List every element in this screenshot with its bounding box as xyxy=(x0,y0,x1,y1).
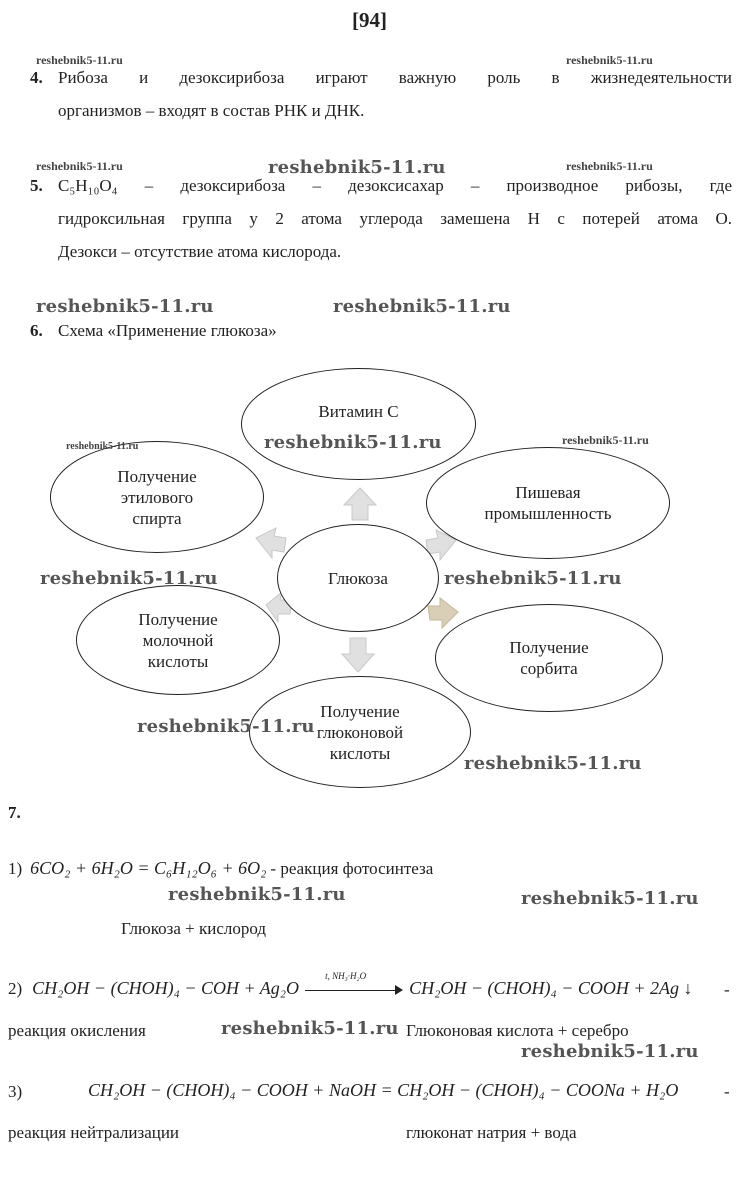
text-line: гидроксильная группа у 2 атома углерода замешена Н с потерей атома О. xyxy=(58,209,732,228)
watermark: reshebnik5-11.ru xyxy=(137,716,315,737)
watermark: reshebnik5-11.ru xyxy=(40,568,218,589)
item-7-number: 7. xyxy=(8,803,21,822)
reaction-condition: t, NH₃·H₂O xyxy=(325,971,367,982)
node-ethyl-alcohol: Получение этилового спирта xyxy=(50,441,264,553)
watermark: reshebnik5-11.ru xyxy=(36,53,123,67)
watermark: reshebnik5-11.ru xyxy=(168,884,346,905)
watermark: reshebnik5-11.ru xyxy=(221,1018,399,1039)
watermark: reshebnik5-11.ru xyxy=(66,441,139,452)
watermark: reshebnik5-11.ru xyxy=(444,568,622,589)
watermark: reshebnik5-11.ru xyxy=(521,1041,699,1062)
watermark: reshebnik5-11.ru xyxy=(36,159,123,173)
text-line: Схема «Применение глюкоза» xyxy=(58,321,277,340)
equation-left: CH₂OH − (CHOH)₄ − COH + Ag₂O xyxy=(32,978,300,998)
arrow-down-icon xyxy=(342,638,374,672)
item-number: 6. xyxy=(30,321,43,340)
arrow-right-icon xyxy=(428,598,458,628)
equation-right: CH₂OH − (CHOH)₄ − COOH + 2Ag ↓ xyxy=(409,978,693,998)
text-line: C₅H₁₀O₄ – дезоксирибоза – дезоксисахар – производное рибозы, где xyxy=(58,176,732,195)
line-dash: - xyxy=(724,1082,730,1101)
equation-1: 1) 6CO₂ + 6H₂O = C₆H₁₂O₆ + 6O₂ - реакция фотосинтеза xyxy=(8,858,434,878)
reaction-products: глюконат натрия + вода xyxy=(406,1123,577,1142)
node-sorbitol: Получение сорбита xyxy=(435,604,663,712)
arrow-up-icon xyxy=(344,488,376,520)
item-number: 5. xyxy=(30,176,43,195)
equation-formula: 6CO₂ + 6H₂O = C₆H₁₂O₆ + 6O₂ xyxy=(30,858,267,878)
watermark: reshebnik5-11.ru xyxy=(36,296,214,317)
reaction-label: реакция окисления xyxy=(8,1021,146,1040)
page-number: [94] xyxy=(352,8,387,32)
reaction-arrow xyxy=(305,971,403,997)
node-vitamin-c: Витамин С xyxy=(241,368,476,480)
node-gluconic-acid: Получение глюконовой кислоты xyxy=(249,676,471,788)
line-dash: - xyxy=(724,980,730,999)
node-glucose-center: Глюкоза xyxy=(277,524,439,632)
equation-2: 2) CH₂OH − (CHOH)₄ − COH + Ag₂O t, NH₃·H₂O CH₂OH − (CHOH)₄ − COOH + 2Ag ↓ xyxy=(8,971,693,998)
item-number: 4. xyxy=(30,68,43,87)
reaction-label: реакция нейтрализации xyxy=(8,1123,180,1142)
watermark: reshebnik5-11.ru xyxy=(566,53,653,67)
text-line: Рибоза и дезоксирибоза играют важную роль в жизнедеятельности xyxy=(58,68,732,87)
watermark: reshebnik5-11.ru xyxy=(333,296,511,317)
node-food-industry: Пишевая промышленность xyxy=(426,447,670,559)
watermark: reshebnik5-11.ru xyxy=(264,432,442,453)
equation-number: 3) xyxy=(8,1082,23,1101)
reaction-label: - реакция фотосинтеза xyxy=(270,859,434,878)
watermark: reshebnik5-11.ru xyxy=(566,159,653,173)
reaction-products: Глюконовая кислота + серебро xyxy=(406,1021,629,1040)
text-line: организмов – входят в состав РНК и ДНК. xyxy=(58,101,365,120)
text-line: Дезокси – отсутствие атома кислорода. xyxy=(58,242,342,261)
reaction-products: Глюкоза + кислород xyxy=(121,919,267,938)
equation-3: CH₂OH − (CHOH)₄ − COOH + NaOH = CH₂OH − (CHOH)₄ − COONa + H₂O xyxy=(88,1080,679,1100)
watermark: reshebnik5-11.ru xyxy=(521,888,699,909)
arrow-left-icon xyxy=(256,528,286,558)
watermark: reshebnik5-11.ru xyxy=(464,753,642,774)
node-lactic-acid: Получение молочной кислоты xyxy=(76,585,280,695)
watermark: reshebnik5-11.ru xyxy=(268,157,446,178)
watermark: reshebnik5-11.ru xyxy=(562,433,649,447)
